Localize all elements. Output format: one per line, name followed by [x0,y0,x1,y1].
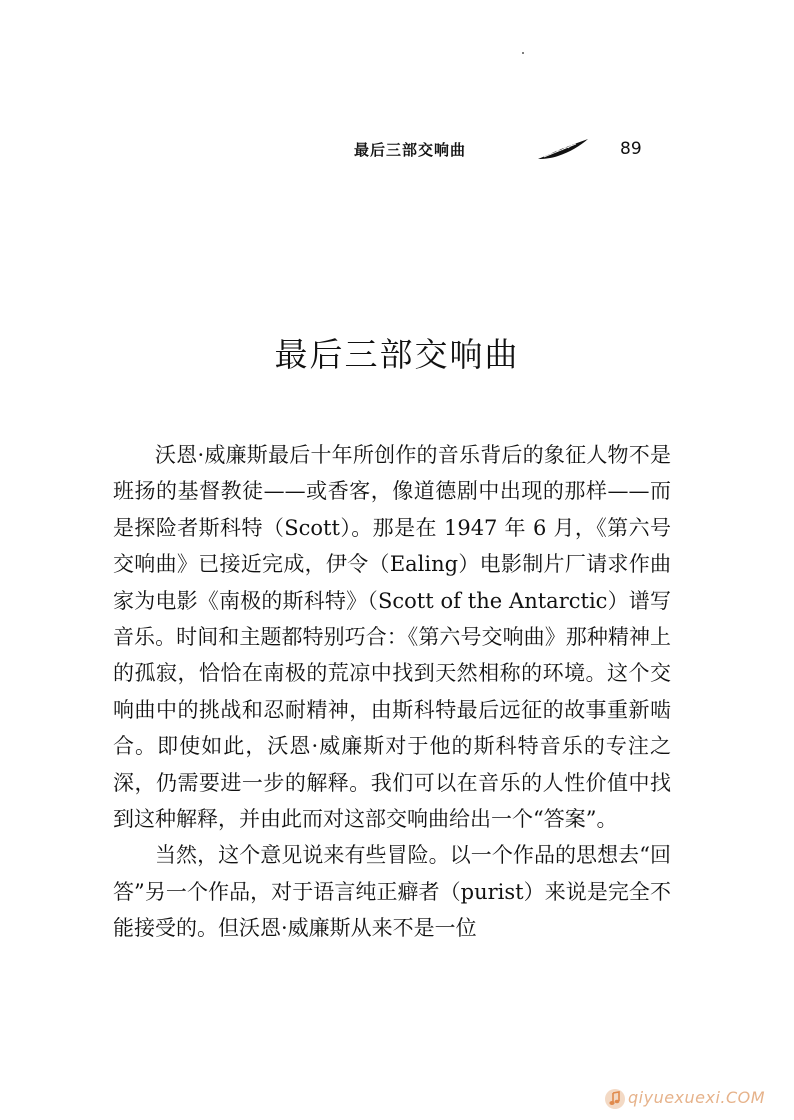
paragraph: 当然，这个意见说来有些冒险。以一个作品的思想去“回答”另一个作品，对于语言纯正癖者（purist）来说是完全不能接受的。但沃恩·威廉斯从来不是一位 [113,843,671,941]
chapter-title: 最后三部交响曲 [274,335,520,375]
page-number: 89 [620,139,642,159]
watermark [604,1086,794,1112]
running-header [340,137,640,163]
running-header-title: 最后三部交响曲 [354,141,467,159]
stray-dot [522,52,524,54]
paragraph: 沃恩·威廉斯最后十年所创作的音乐背后的象征人物不是班扬的基督教徒——或香客，像道德剧中出现的那样——而是探险者斯科特（Scott）。那是在 1947 年 6 月，《第六号交响曲》已接近完成，伊令（Ealing）电影制片厂请求作曲家为电影《南极的斯科特》（Scott of the Antarctic）谱写音乐。时间和主题都特别巧合：《第六号交响曲》那种精神上的孤寂，恰恰在南极的荒凉中找到天然相称的环境。这个交响曲中的挑战和忍耐精神，由斯科特最后远征的故事重新啮合。即使如此，沃恩·威廉斯对于他的斯科特音乐的专注之深，仍需要进一步的解释。我们可以在音乐的人性价值中找到这种解释，并由此而对这部交响曲给出一个“答案”。 [113,443,671,832]
body-text [113,437,671,947]
quill-pen-icon [536,137,590,161]
music-note-icon [604,1088,626,1110]
watermark-text: qiyuexuexi.COM [628,1088,766,1107]
